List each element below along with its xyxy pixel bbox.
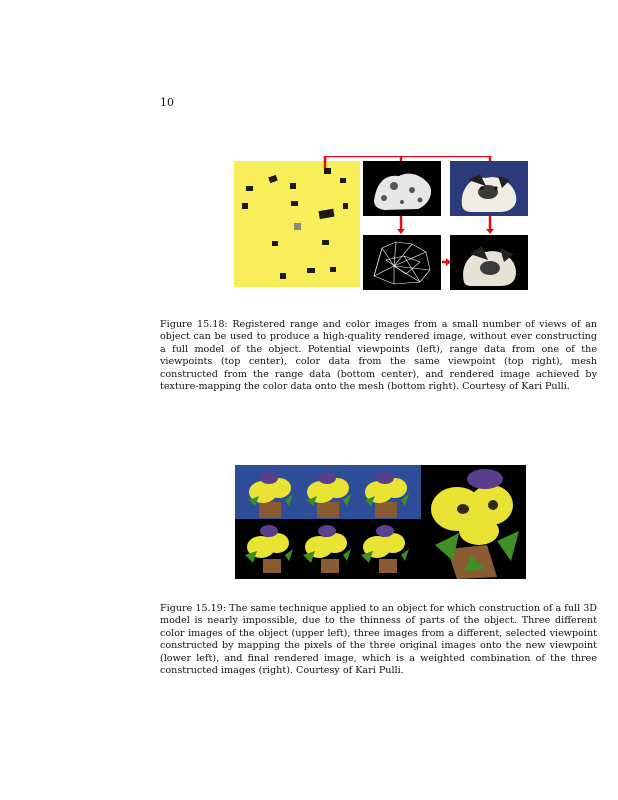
figure-15-19-caption: Figure 15.19: The same technique applied to an object for which construction of a full 3D model is nearly impossible, due to the thinness of parts of the object. Three different color images of the object (upper left), three images from a different, selected viewpoint constructed by mapping the pixels of the three original images onto the new viewpoint (lower left), and final rendered image, which is a weighted combination of the three constructed images (right). Courtesy of Kari Pulli. — [160, 603, 597, 677]
figure-15-18-image — [234, 156, 528, 290]
page-number: 10 — [160, 96, 174, 109]
figure-15-18-caption: Figure 15.18: Registered range and color images from a small number of views of an object can be used to produce a high-quality rendered image, without ever constructing a full model of the object. Potential viewpoints (left), range data from one of the viewpoints (top center), color data from the same viewpoint (top right), mesh constructed from the range data (bottom center), and rendered image achieved by texture-mapping the color data onto the mesh (bottom right). Courtesy of Kari Pulli. — [160, 319, 597, 393]
final-rendered-pansy — [423, 465, 526, 579]
figure-15-19-image — [235, 465, 526, 579]
